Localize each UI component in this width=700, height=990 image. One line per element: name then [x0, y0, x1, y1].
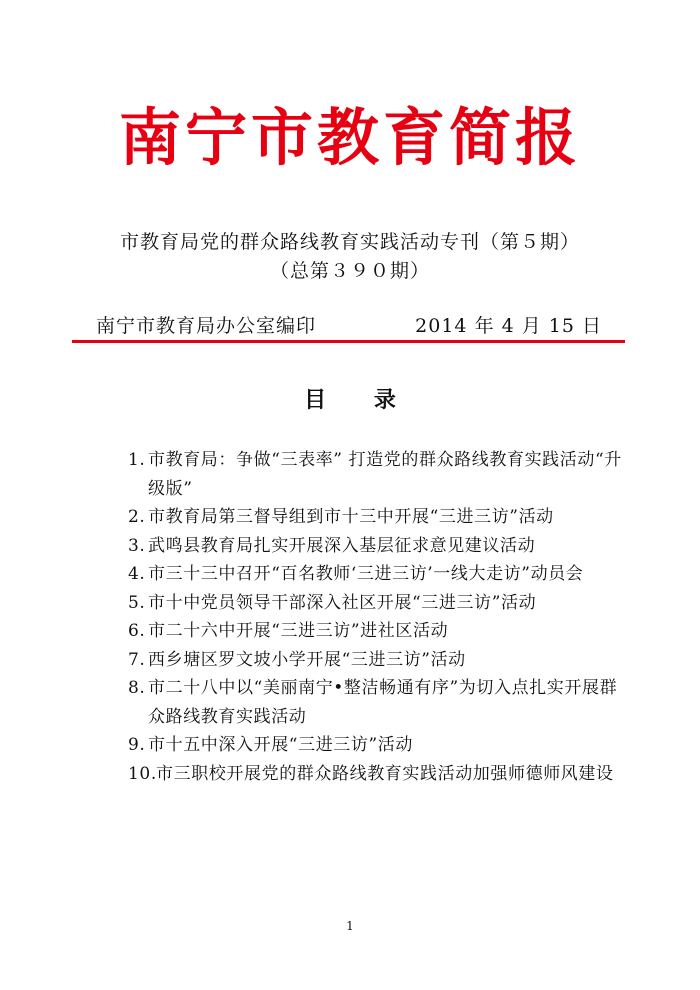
toc-item[interactable]: [128, 560, 628, 589]
toc-item-text: 市十中党员领导干部深入社区开展“三进三访”活动: [148, 592, 537, 613]
toc-item-number: 4.: [128, 564, 146, 584]
toc-item-text: 武鸣县教育局扎实开展深入基层征求意见建议活动: [148, 535, 536, 556]
total-issue-line: （总第３９０期）: [269, 260, 430, 282]
toc-item[interactable]: [128, 446, 628, 503]
toc-item-number: 7.: [128, 649, 146, 670]
red-divider-rule: [72, 340, 625, 343]
issuer-row: [96, 312, 602, 342]
toc-item[interactable]: [128, 503, 628, 532]
issuer-name: 南宁市教育局办公室编印: [96, 315, 317, 337]
toc-item-text: 市教育局第三督导组到市十三中开展“三进三访”活动: [148, 507, 554, 527]
page-number: 1: [346, 919, 354, 933]
toc-item-number: 5.: [128, 592, 146, 613]
toc-item[interactable]: [128, 674, 628, 731]
toc-item-text: 市三十三中召开“百名教师‘三进三访’一线大走访”动员会: [148, 564, 584, 584]
toc-item-text: 西乡塘区罗文坡小学开展“三进三访”活动: [148, 649, 466, 670]
toc-item-number: 2.: [128, 507, 146, 527]
toc-item-text: 市三职校开展党的群众路线教育实践活动加强师德师风建设: [156, 763, 614, 784]
toc-item[interactable]: [128, 646, 628, 675]
toc-item[interactable]: [128, 532, 628, 561]
toc-item[interactable]: [128, 617, 628, 646]
toc-item-number: 8.: [128, 678, 146, 698]
toc-title: 目 录: [304, 388, 416, 413]
toc-item-number: 1.: [128, 450, 146, 470]
toc-item-number: 3.: [128, 535, 146, 556]
toc-item[interactable]: [128, 589, 628, 618]
toc-item-text: 市十五中深入开展“三进三访”活动: [148, 735, 413, 755]
toc-item-number: 10.: [128, 763, 157, 784]
special-issue-line: 市教育局党的群众路线教育实践活动专刊（第５期）: [119, 231, 580, 253]
masthead-title: 南宁市教育简报: [118, 101, 581, 174]
toc-item-text: 市二十八中以“美丽南宁•整洁畅通有序”为切入点扎实开展群众路线教育实践活动: [148, 678, 618, 727]
toc-item-number: 6.: [128, 621, 146, 641]
toc-item-text: 市教育局：争做“三表率” 打造党的群众路线教育实践活动“升级版”: [148, 450, 622, 499]
toc-item[interactable]: [128, 760, 628, 789]
table-of-contents: [128, 446, 628, 788]
toc-item[interactable]: [128, 731, 628, 760]
toc-item-text: 市二十六中开展“三进三访”进社区活动: [148, 621, 449, 641]
toc-item-number: 9.: [128, 735, 146, 755]
issue-date: 2014 年 4 月 15 日: [415, 315, 602, 337]
